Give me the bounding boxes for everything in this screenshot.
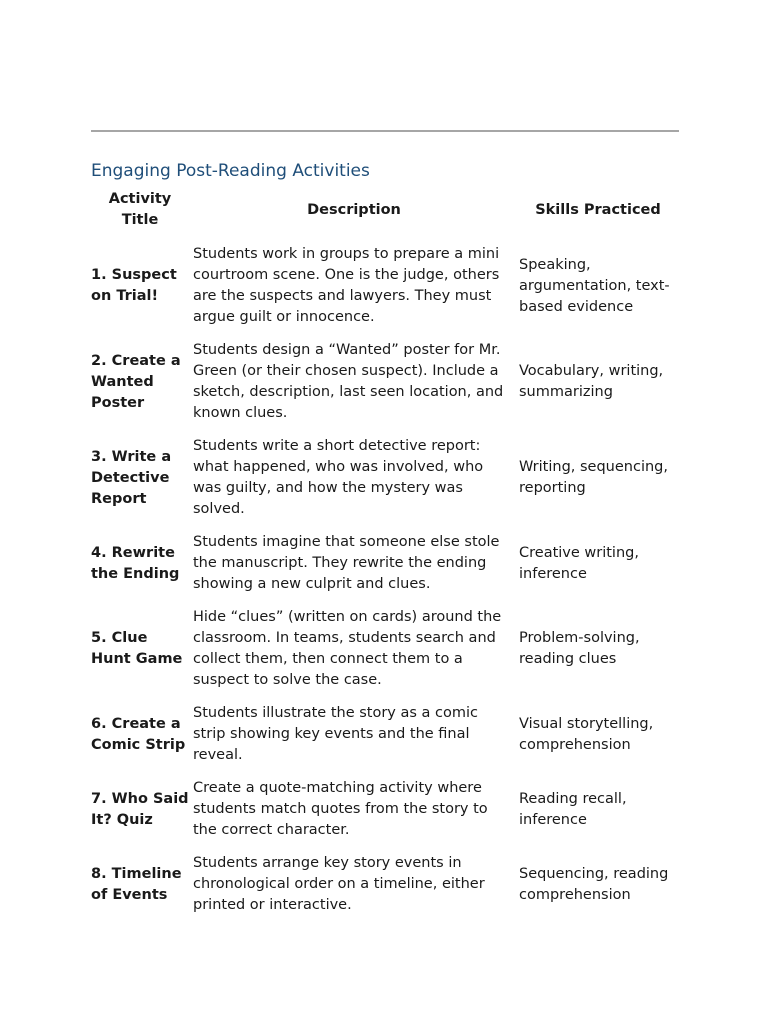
- column-header-skills-practiced: Skills Practiced: [535, 201, 661, 218]
- description-cell: Students arrange key story events in chronological order on a timeline, either printed or interactive.: [193, 855, 485, 913]
- table-row: [89, 334, 679, 430]
- skills-cell: Problem-solving, reading clues: [519, 630, 640, 667]
- skills-cell: Vocabulary, writing, summarizing: [519, 363, 664, 400]
- description-cell: Students design a “Wanted” poster for Mr. Green (or their chosen suspect). Include a sketch, description, last seen location, and known clues.: [193, 342, 504, 421]
- table-row: [89, 234, 679, 334]
- skills-cell: Visual storytelling, comprehension: [519, 715, 654, 753]
- description-cell: Create a quote-matching activity where students match quotes from the story to the correct character.: [193, 780, 488, 838]
- activity-title-cell: 7. Who Said It? Quiz: [91, 790, 189, 828]
- skills-cell: Writing, sequencing, reporting: [519, 459, 668, 496]
- description-cell: Students write a short detective report: what happened, who was involved, who was guilty, and how the mystery was solved.: [193, 438, 484, 517]
- table-row: [89, 430, 679, 526]
- skills-cell: Sequencing, reading comprehension: [519, 865, 669, 903]
- table-row: [89, 772, 679, 847]
- table-row: [89, 697, 679, 772]
- activity-title-cell: 1. Suspect on Trial!: [91, 267, 177, 304]
- activity-title-cell: 3. Write a Detective Report: [91, 448, 172, 507]
- horizontal-rule: [91, 130, 679, 132]
- column-header-activity-title: Activity Title: [108, 191, 172, 228]
- activity-title-cell: 2. Create a Wanted Poster: [91, 352, 181, 411]
- activity-title-cell: 5. Clue Hunt Game: [91, 630, 183, 667]
- activities-table: [89, 186, 679, 922]
- skills-cell: Reading recall, inference: [519, 790, 627, 828]
- skills-cell: Speaking, argumentation, text-based evidence: [519, 256, 670, 315]
- description-cell: Students illustrate the story as a comic strip showing key events and the final reveal.: [193, 705, 479, 763]
- activity-title-cell: 8. Timeline of Events: [91, 865, 182, 903]
- section-heading: Engaging Post-Reading Activities: [91, 161, 370, 181]
- description-cell: Hide “clues” (written on cards) around the classroom. In teams, students search and collect them, then connect them to a suspect to solve the case.: [193, 609, 502, 688]
- description-cell: Students imagine that someone else stole the manuscript. They rewrite the ending showing a new culprit and clues.: [193, 534, 500, 592]
- skills-cell: Creative writing, inference: [519, 544, 639, 582]
- activity-title-cell: 6. Create a Comic Strip: [91, 715, 186, 753]
- table-row: [89, 526, 679, 601]
- column-header-description: Description: [307, 201, 401, 218]
- table-header-row: [89, 186, 679, 234]
- activity-title-cell: 4. Rewrite the Ending: [91, 544, 180, 582]
- table-row: [89, 847, 679, 922]
- table-row: [89, 601, 679, 697]
- description-cell: Students work in groups to prepare a mini courtroom scene. One is the judge, others are the suspects and lawyers. They must argue guilt or innocence.: [193, 246, 500, 325]
